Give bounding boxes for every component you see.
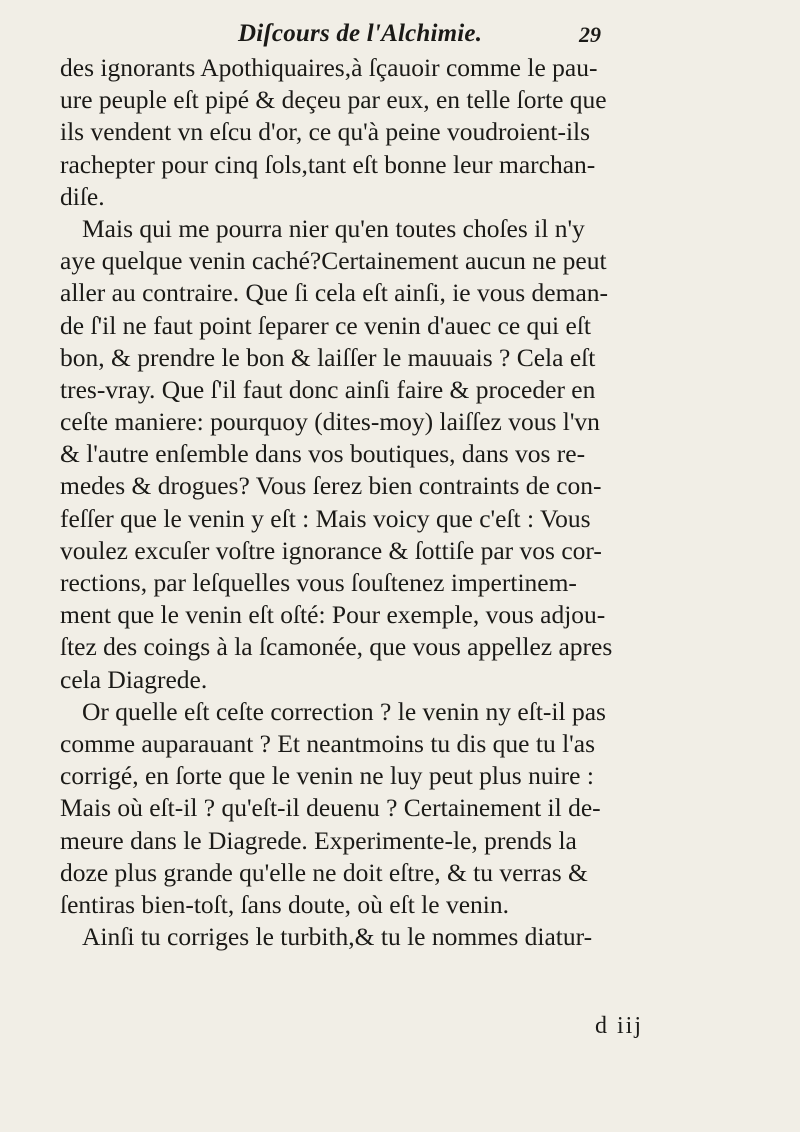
- text-line: des ignorants Apothiquaires,à ſçauoir comme le pau-: [60, 53, 598, 82]
- signature-mark: d iij: [595, 1013, 644, 1039]
- text-line: corrigé, en ſorte que le venin ne luy peut plus nuire :: [60, 761, 594, 791]
- text-line: ils vendent vn eſcu d'or, ce qu'à peine voudroient-ils: [60, 117, 591, 147]
- paragraph-start-line: Or quelle eſt ceſte correction ? le venin ny eſt-il pas: [82, 696, 606, 726]
- text-line: doze plus grande qu'elle ne doit eſtre, & tu verras &: [60, 857, 588, 887]
- text-line: diſe.: [60, 181, 105, 211]
- text-line: tres-vray. Que ſ'il faut donc ainſi faire & proceder en: [60, 374, 596, 404]
- text-line: voulez excuſer voſtre ignorance & ſottiſe par vos cor-: [60, 535, 602, 565]
- text-line: bon, & prendre le bon & laiſſer le mauuais ? Cela eſt: [60, 342, 596, 372]
- text-line: comme auparauant ? Et neantmoins tu dis que tu l'as: [60, 728, 595, 758]
- text-line: ſtez des coings à la ſcamonée, que vous appellez apres: [60, 632, 613, 662]
- text-line: rachepter pour cinq ſols,tant eſt bonne leur marchan-: [60, 149, 596, 179]
- page-number: 29: [579, 22, 601, 47]
- text-line: aller au contraire. Que ſi cela eſt ainſi, ie vous deman-: [60, 278, 609, 308]
- paragraph-start-line: Mais qui me pourra nier qu'en toutes choſes il n'y: [82, 213, 585, 243]
- text-line: Mais où eſt-il ? qu'eſt-il deuenu ? Certainement il de-: [60, 793, 601, 823]
- text-line: ure peuple eſt pipé & deçeu par eux, en telle ſorte que: [60, 85, 607, 115]
- text-line: meure dans le Diagrede. Experimente-le, prends la: [60, 825, 577, 855]
- paragraph-start-line: Ainſi tu corriges le turbith,& tu le nommes diatur-: [82, 922, 593, 952]
- text-line: feſſer que le venin y eſt : Mais voicy que c'eſt : Vous: [60, 503, 591, 533]
- text-line: rections, par leſquelles vous ſouſtenez impertinem-: [60, 568, 577, 597]
- text-line: & l'autre enſemble dans vos boutiques, dans vos re-: [60, 439, 586, 469]
- page-header: [0, 16, 800, 52]
- text-line: medes & drogues? Vous ſerez bien contraints de con-: [60, 471, 602, 501]
- text-line: aye quelque venin caché?Certainement aucun ne peut: [60, 246, 607, 276]
- text-line: ſentiras bien-toſt, ſans doute, où eſt le venin.: [60, 889, 509, 919]
- running-title: Diſcours de l'Alchimie.: [238, 20, 483, 47]
- body-text: [60, 52, 760, 953]
- text-line: ceſte maniere: pourquoy (dites-moy) laiſſez vous l'vn: [60, 407, 600, 437]
- text-line: cela Diagrede.: [60, 664, 208, 694]
- text-line: de ſ'il ne faut point ſeparer ce venin d'auec ce qui eſt: [60, 310, 591, 340]
- text-line: ment que le venin eſt oſté: Pour exemple, vous adjou-: [60, 600, 606, 630]
